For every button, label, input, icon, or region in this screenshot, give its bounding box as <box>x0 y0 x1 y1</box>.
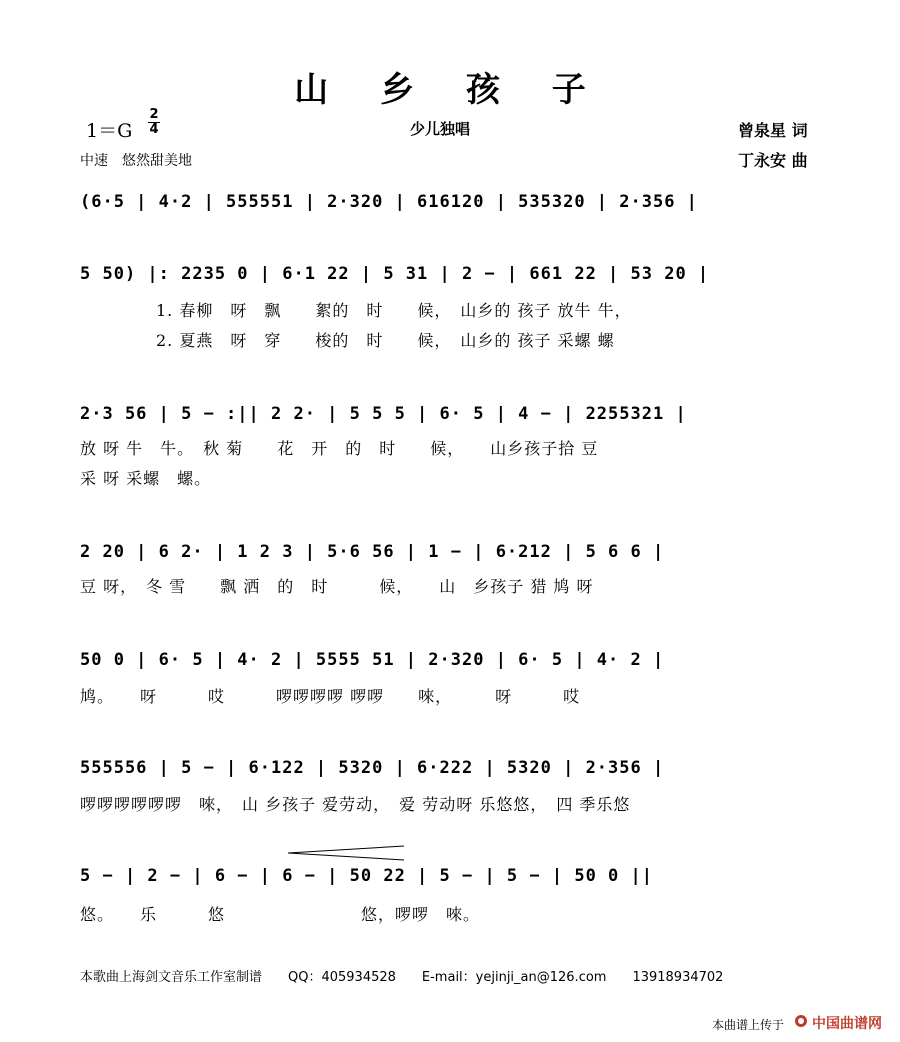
lyric-verse-1: 1. 春柳 呀 飘 絮的 时 候， 山乡的 孩子 放牛 牛， <box>156 301 632 320</box>
lyric-line-6: 啰啰啰啰啰啰 唻， 山 乡孩子 爱劳动， 爱 劳动呀 乐悠悠， 四 季乐悠 <box>80 795 631 814</box>
decrescendo-hairpin <box>288 844 408 862</box>
notation-line-4: 2 20 | 6 2· | 1 2 3 | 5·6 56 | 1 − | 6·212 | 5 6 6 | <box>80 542 665 562</box>
lyricist: 曾泉星 词 <box>738 121 808 140</box>
notation-line-7: 5 − | 2 − | 6 − | 6 − | 50 22 | 5 − | 5 − | 50 0 || <box>80 866 653 886</box>
time-signature <box>148 108 160 137</box>
lyric-verse-2: 2. 夏燕 呀 穿 梭的 时 候， 山乡的 孩子 采螺 螺 <box>156 331 615 350</box>
song-title: 山 乡 孩 子 <box>294 70 606 110</box>
notation-line-5: 50 0 | 6· 5 | 4· 2 | 5555 51 | 2·320 | 6· 5 | 4· 2 | <box>80 650 665 670</box>
notation-line-6: 555556 | 5 − | 6·122 | 5320 | 6·222 | 5320 | 2·356 | <box>80 758 665 778</box>
time-signature-bottom: 4 <box>149 122 159 137</box>
site-logo-icon <box>794 1014 808 1028</box>
notation-line-3: 2·3 56 | 5 − :|| 2 2· | 5 5 5 | 6· 5 | 4 − | 2255321 | <box>80 404 687 424</box>
lyric-line-7: 悠。 乐 悠 悠，啰啰 唻。 <box>80 905 481 924</box>
tempo-marking: 中速 悠然甜美地 <box>80 153 192 169</box>
footer-credits: 本歌曲上海剑文音乐工作室制谱 QQ：405934528 E-mail：yejinji_an@126.com 13918934702 <box>80 970 724 985</box>
lyric-line-4: 豆 呀， 冬 雪 飘 洒 的 时 候， 山 乡孩子 猎 鸠 呀 <box>80 577 594 596</box>
notation-line-1: (6·5 | 4·2 | 555551 | 2·320 | 616120 | 535320 | 2·356 | <box>80 192 698 212</box>
upload-note: 本曲谱上传于 <box>712 1018 785 1032</box>
notation-line-2: 5 50) |: 2235 0 | 6·1 22 | 5 31 | 2 − | 661 22 | 53 20 | <box>80 264 710 284</box>
subtitle: 少儿独唱 <box>410 120 471 138</box>
composer: 丁永安 曲 <box>738 151 808 170</box>
lyric-line-5: 鸠。 呀 哎 啰啰啰啰 啰啰 唻， 呀 哎 <box>80 687 581 706</box>
lyric-line-3a: 放 呀 牛 牛。 秋 菊 花 开 的 时 候， 山乡孩子拾 豆 <box>80 439 599 458</box>
time-signature-top: 2 <box>149 107 159 122</box>
key-signature: 1＝G <box>86 120 133 142</box>
site-logo[interactable]: 中国曲谱网 <box>812 1016 882 1032</box>
lyric-line-3b: 采 呀 采螺 螺。 <box>80 469 212 488</box>
